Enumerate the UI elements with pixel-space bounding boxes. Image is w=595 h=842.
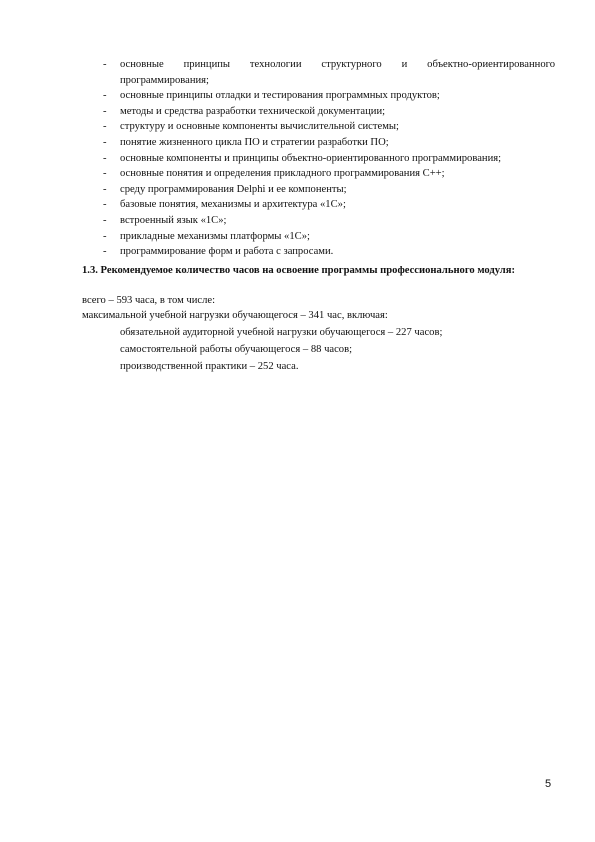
- list-item: [103, 88, 555, 104]
- list-item: [103, 166, 555, 182]
- list-dash: -: [103, 90, 107, 102]
- list-item-text: встроенный язык «1С»;: [120, 214, 227, 226]
- list-dash: -: [103, 105, 107, 117]
- list-dash: -: [103, 152, 107, 164]
- list-item: [103, 229, 555, 245]
- list-item-text: базовые понятия, механизмы и архитектура «1С»;: [120, 199, 346, 211]
- list-item: [103, 57, 555, 88]
- practice-hours: производственной практики – 252 часа.: [120, 361, 299, 372]
- list-dash: -: [103, 136, 107, 148]
- list-item-text: понятие жизненного цикла ПО и стратегии разработки ПО;: [120, 136, 389, 148]
- list-item: [103, 104, 555, 120]
- list-item: [103, 197, 555, 213]
- page-number: 5: [545, 778, 552, 790]
- list-item-text: основные принципы отладки и тестирования программных продуктов;: [120, 90, 440, 102]
- list-dash: -: [103, 214, 107, 226]
- section-heading: 1.3. Рекомендуемое количество часов на освоение программы профессионального модуля:: [82, 265, 516, 276]
- list-item: [103, 119, 555, 135]
- list-item: [103, 182, 555, 198]
- list-item-text: основные компоненты и принципы объектно-ориентированного программирования;: [120, 152, 502, 164]
- list-dash: -: [103, 121, 107, 133]
- list-item-text: структуру и основные компоненты вычислительной системы;: [120, 121, 399, 133]
- list-item-text: программирование форм и работа с запросами.: [120, 246, 334, 258]
- self-study-hours: самостоятельной работы обучающегося – 88 часов;: [120, 344, 353, 355]
- list-item-text: методы и средства разработки технической документации;: [120, 105, 386, 117]
- mandatory-hours: обязательной аудиторной учебной нагрузки обучающегося – 227 часов;: [120, 327, 443, 338]
- list-item-text: прикладные механизмы платформы «1С»;: [120, 230, 310, 242]
- list-item: [103, 135, 555, 151]
- list-item-text: среду программирования Delphi и ее компоненты;: [120, 183, 347, 195]
- total-hours: всего – 593 часа, в том числе:: [82, 295, 216, 306]
- list-item: [103, 213, 555, 229]
- list-dash: -: [103, 168, 107, 180]
- list-item-text: основные понятия и определения прикладного программирования С++;: [120, 168, 445, 180]
- list-dash: -: [103, 199, 107, 211]
- list-dash: -: [103, 183, 107, 195]
- max-load-hours: максимальной учебной нагрузки обучающегося – 341 час, включая:: [82, 310, 388, 321]
- list-item-text: основные принципы технологии структурного и объектно-ориентированного программирования;: [120, 59, 555, 86]
- list-dash: -: [103, 230, 107, 242]
- list-item: [103, 244, 555, 260]
- knowledge-list: [103, 57, 555, 260]
- list-dash: -: [103, 59, 107, 70]
- list-item: [103, 151, 555, 167]
- list-dash: -: [103, 246, 107, 258]
